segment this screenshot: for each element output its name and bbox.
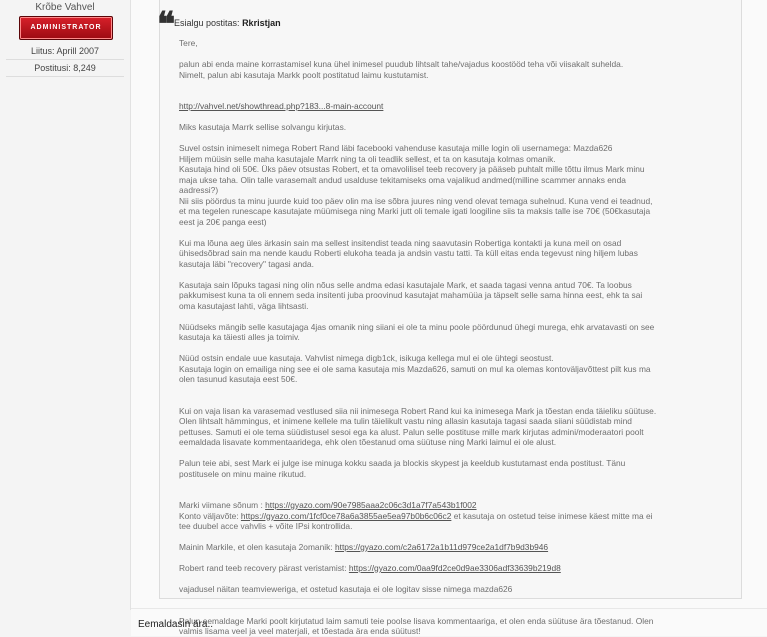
quote-line: palun abi enda maine korrastamisel kuna ühel inimesel puudub lihtsalt tahe/vajadus koostööd teha või viisakalt suhelda. — [179, 59, 624, 69]
quote-line: kasutaja ka täiesti alles ja toimiv. — [179, 332, 300, 342]
blank-line — [179, 605, 739, 616]
quote-line — [179, 563, 739, 574]
quote-line: maja ukse taha. Olin talle varasemalt andud usalduse tekitamiseks oma vajalikud andmed(milline scammer annaks enda — [179, 174, 626, 185]
blank-line — [179, 311, 739, 322]
quote-line — [179, 101, 739, 112]
quote-line: Nimelt, palun abi kasutaja Markk poolt postitatud laimu kustutamist. — [179, 69, 429, 80]
quote-line: Hiljem müüsin selle maha kasutajale Marrk ning ta oli teadlik sellest, et ta on kasutaja kolmas omanik. — [179, 153, 556, 164]
quote-link[interactable]: https://gyazo.com/0aa9fd2ce0d9ae3306adf33639b219d8 — [348, 563, 561, 573]
quote-mark-icon: ❝ — [157, 5, 176, 45]
blank-line — [179, 553, 739, 564]
quote-line: Kasutaja hind oli 50€. Üks päev otsustas Robert, et ta omavolilisel teeb recovery ja pääseb puhtalt mille tõttu ilmus Mark minu — [179, 164, 645, 174]
quote-line — [179, 500, 739, 511]
blank-line — [179, 532, 739, 543]
quote-line: Nüüd ostsin endale uue kasutaja. Vahvlist nimega digb1ck, isikuga kellega mul ei ole ühtegi seostust. — [179, 353, 554, 363]
quote-line: Palun eemaldage Marki poolt kirjutatud laim samuti teie poolse lisava kommentaariga, et olen enda süütuse ära tõestanud. Olen — [179, 615, 654, 626]
quote-line: Nii siis pöördus ta minu juurde kuid too päev olin ma ise sõbra juures ning vend olevat temaga suhelnud. Kuna vend ei teadnud, — [179, 195, 653, 206]
post-count: Postitusi: 8,249 — [6, 61, 124, 77]
quote-line: olen tasunud kasutaja eest 50€. — [179, 374, 298, 384]
poster-username[interactable]: Krõbe Vahvel — [35, 2, 95, 13]
quote-line: Kasutaja login on emailiga ning see ei ole sama kasutaja mis Mazda626, samuti on mul ka olemas kontoväljavõttest pilt kus ma — [179, 363, 651, 374]
quote-line: ühisedsõbrad sain ma nende kaudu Roberti elukoha teada ja andsin vastu tatti. Ta küll eitas enda tegevust ning hiljem lubas — [179, 248, 638, 258]
blank-line — [179, 227, 739, 238]
blank-line — [179, 490, 739, 501]
quote-line: Kui on vaja lisan ka varasemad vestlused siia nii inimesega Robert Rand kui ka inimesega Mark ja tõestan enda täieliku süütuse. — [179, 405, 657, 416]
blank-line — [179, 49, 739, 60]
quote-line: kasutaja läbi "recovery" tagasi anda. — [179, 258, 314, 269]
quote-line-text: et kasutaja on ostetud teise inimese käest mitte ma ei — [451, 510, 653, 521]
quote-line — [179, 511, 739, 522]
quote-line: Tere, — [179, 38, 198, 48]
post-divider — [131, 608, 767, 609]
quote-link[interactable]: https://gyazo.com/90e7985aaa2c06c3d1a7f7a543b1f002 — [265, 500, 477, 510]
quote-line: oma kasutajast lahti, väga lihtsasti. — [179, 300, 309, 311]
quote-label: Esialgu postitas: — [174, 18, 240, 28]
blank-line — [179, 269, 739, 280]
quote-link[interactable]: https://gyazo.com/c2a6172a1b11d979ce2a1df7b9d3b946 — [334, 542, 549, 552]
quote-line: pettuses. Samuti ei ole tema süüdistusel sesoi ega ka alust. Palun selle postituse mille mark kirjutas admini/moderaatori poolt — [179, 426, 644, 437]
blank-line — [179, 595, 739, 606]
quote-line: eest ja 20€ panga eest) — [179, 216, 267, 227]
quote-line: Kui ma lõuna aeg üles ärkasin sain ma sellest insitendist teada ning saavutasin Robertiga kontakti ja kuna meil on osad — [179, 237, 622, 248]
quote-text — [179, 38, 739, 637]
quote-line: Suvel ostsin inimeselt nimega Robert Rand läbi facebooki vahenduse kasutaja mille login oli usernamega: Mazda626 — [179, 143, 613, 153]
quote-author[interactable]: Rkristjan — [242, 18, 281, 28]
blank-line — [179, 112, 739, 123]
quote-line — [179, 542, 739, 553]
user-sidebar — [0, 0, 130, 636]
quote-line: valmis lisama veel ja veel materjali, et tõestada ära enda süütust! — [179, 626, 421, 636]
quote-line: aadressi?) — [179, 185, 219, 195]
blank-line — [179, 479, 739, 490]
admin-badge: ADMINISTRATOR — [19, 16, 113, 40]
quote-line-text: Mainin Markile, et olen kasutaja 2omanik: — [179, 542, 335, 552]
blank-line — [179, 448, 739, 459]
quote-line: Miks kasutaja Marrk sellise solvangu kirjutas. — [179, 122, 347, 132]
quote-line: tee duubel acce vahvlis + võite IPsi kontrollida. — [179, 521, 353, 531]
blank-line — [179, 133, 739, 144]
quote-line: et ma tegelen runescape kasutajate müümisega ning Marki jutt oli temale igati loogiline siis ta maksis talle ise 70€ (50€kasutaja — [179, 206, 651, 216]
quote-line-text: Robert rand teeb recovery pärast veristamist: — [179, 563, 349, 573]
quote-line: Nüüdseks mängib selle kasutajaga 4jas omanik ning siiani ei ole ta minu poole pöördunud ühegi murega, ehk arvatavasti on see — [179, 321, 655, 332]
quote-line: vajadusel näitan teamvieweriga, et ostetud kasutaja ei ole logitav sisse nimega mazda626 — [179, 584, 513, 594]
quote-line: pakkumisest kuna ta oli ennem seda insitenti juba proovinud kasutajat mahamüüa ja täpselt selle sama hinna eest, ehk ta sai — [179, 290, 643, 300]
quote-line: Palun teie abi, sest Mark ei julge ise minuga kokku saada ja blockis skypest ja keeldub kustutamast enda postitust. Tänu — [179, 458, 626, 468]
blank-line — [179, 80, 739, 91]
quote-line-text: Konto väljavõte: — [179, 510, 241, 521]
quote-line: eemaldada lisavate kommentaaridega, ehk olen tõestanud oma süütuse ning Marki laimul ei ole alust. — [179, 437, 557, 447]
quote-line-text: Marki viimane sõnum : — [179, 500, 266, 510]
quote-link[interactable]: https://gyazo.com/1fcf0ce78a6a3855ae5ea97b0b6c06c2 — [240, 510, 452, 521]
quote-header — [174, 18, 281, 28]
blank-line — [179, 574, 739, 585]
quote-line: Olen lihtsalt hämmingus, et inimene kellele ma tulin täielikult vastu ning allasin kasutaja tagasi saada siiani süüdistab mind — [179, 416, 632, 426]
blank-line — [179, 395, 739, 406]
quote-link[interactable]: http://vahvel.net/showthread.php?183...8-main-account — [179, 101, 384, 111]
blank-line — [179, 91, 739, 102]
quote-line: postitusele on minu maine rikutud. — [179, 468, 307, 479]
quote-line: Kasutaja sain lõpuks tagasi ning olin nõus selle andma edasi kasutajale Mark, et saada tagasi venna antud 70€. Ta loobus — [179, 279, 632, 290]
blank-line — [179, 385, 739, 396]
blank-line — [179, 343, 739, 354]
reply-text: Eemaldasin ära.. — [138, 619, 214, 630]
join-date: Liitus: Aprill 2007 — [6, 44, 124, 60]
